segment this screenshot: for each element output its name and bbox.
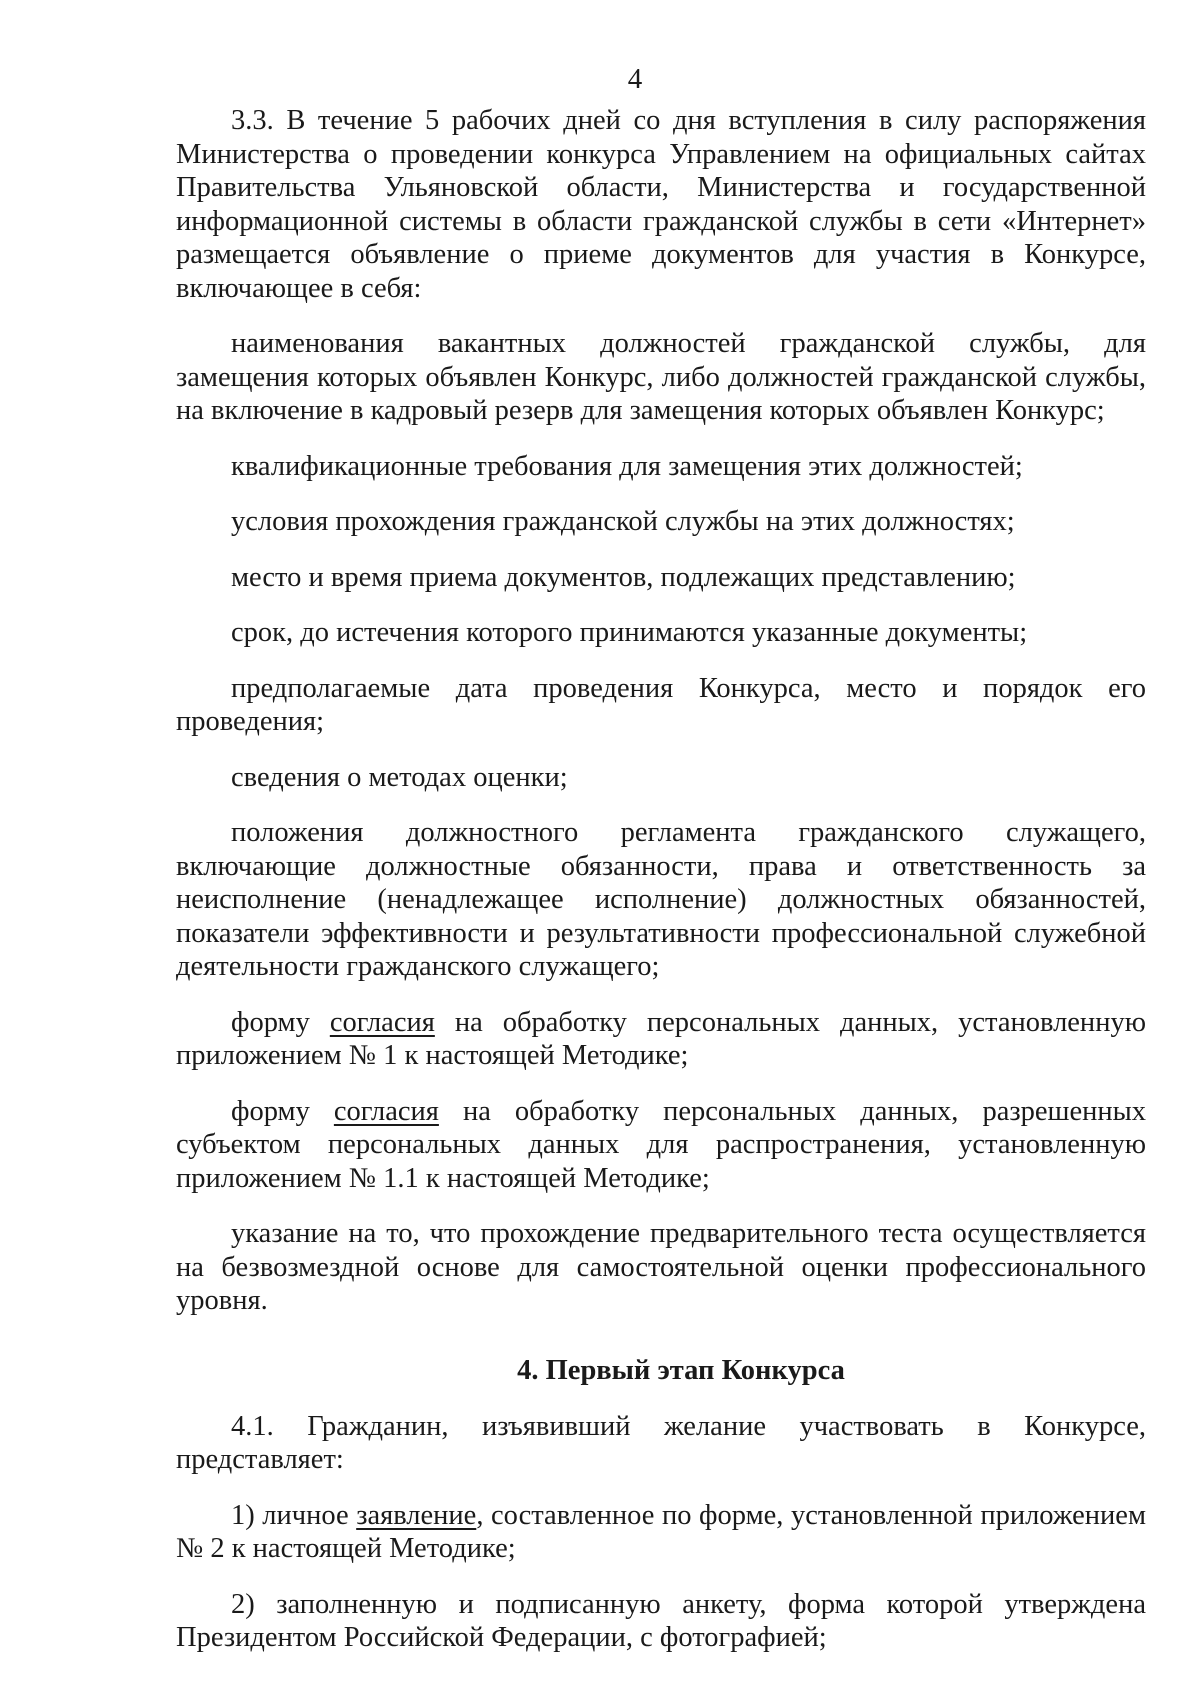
- list-item-questionnaire: 2) заполненную и подписанную анкету, форма которой утверждена Президентом Российской Федерации, с фотографией;: [176, 1588, 1146, 1653]
- list-item-test-note: указание на то, что прохождение предварительного теста осуществляется на безвозмездной основе для самостоятельной оценки профессионального уровня.: [176, 1218, 1146, 1316]
- item1-before: 1) личное: [231, 1499, 357, 1531]
- paragraph-4-1: 4.1. Гражданин, изъявивший желание участвовать в Конкурсе, представляет:: [176, 1410, 1146, 1475]
- paragraph-3-3: 3.3. В течение 5 рабочих дней со дня вступления в силу распоряжения Министерства о проведении конкурса Управлением на официальных сайтах Правительства Ульяновской области, Министерства и государственной информационной системы в области гражданской службы в сети «Интернет» размещается объявление о приеме документов для участия в Конкурсе, включающее в себя:: [176, 105, 1146, 304]
- list-item-application: [176, 1499, 1146, 1566]
- consent1-after: на обработку персональных данных, установленную приложением № 1 к настоящей Методике;: [176, 1006, 1146, 1071]
- item1-after: , составленное по форме, установленной приложением № 2 к настоящей Методике;: [176, 1499, 1146, 1564]
- page-number: 4: [627, 63, 643, 95]
- consent-link-2[interactable]: согласия: [333, 1095, 439, 1127]
- list-item-place-time: место и время приема документов, подлежащих представлению;: [231, 561, 1016, 593]
- list-item-deadline: срок, до истечения которого принимаются указанные документы;: [231, 617, 1028, 648]
- list-item-service-conditions: условия прохождения гражданской службы на этих должностях;: [231, 506, 1015, 537]
- list-item-consent-form-1: [176, 1006, 1146, 1073]
- consent-link-1[interactable]: согласия: [329, 1006, 435, 1038]
- list-item-job-regulations: положения должностного регламента гражданского служащего, включающие должностные обязанности, права и ответственность за неисполнение (ненадлежащее исполнение) должностных обязанностей, показатели эффективности и результативности профессиональной служебной деятельности гражданского служащего;: [176, 817, 1146, 982]
- list-item-contest-date: предполагаемые дата проведения Конкурса, место и порядок его проведения;: [176, 672, 1146, 737]
- list-item-consent-form-2: [176, 1095, 1146, 1196]
- list-item-qualification: квалификационные требования для замещения этих должностей;: [231, 450, 1023, 482]
- consent2-before: форму: [231, 1095, 334, 1127]
- application-link[interactable]: заявление: [356, 1499, 477, 1531]
- document-body: [176, 104, 1146, 1655]
- consent2-after: на обработку персональных данных, разрешенных субъектом персональных данных для распространения, установленную приложением № 1.1 к настоящей Методике;: [176, 1095, 1146, 1194]
- consent1-before: форму: [231, 1006, 330, 1038]
- list-item-vacancy-names: наименования вакантных должностей гражданской службы, для замещения которых объявлен Конкурс, либо должностей гражданской службы, на включение в кадровый резерв для замещения которых объявлен Конкурс;: [176, 328, 1146, 426]
- list-item-evaluation-methods: сведения о методах оценки;: [231, 761, 568, 793]
- section-4-heading: 4. Первый этап Конкурса: [517, 1354, 845, 1386]
